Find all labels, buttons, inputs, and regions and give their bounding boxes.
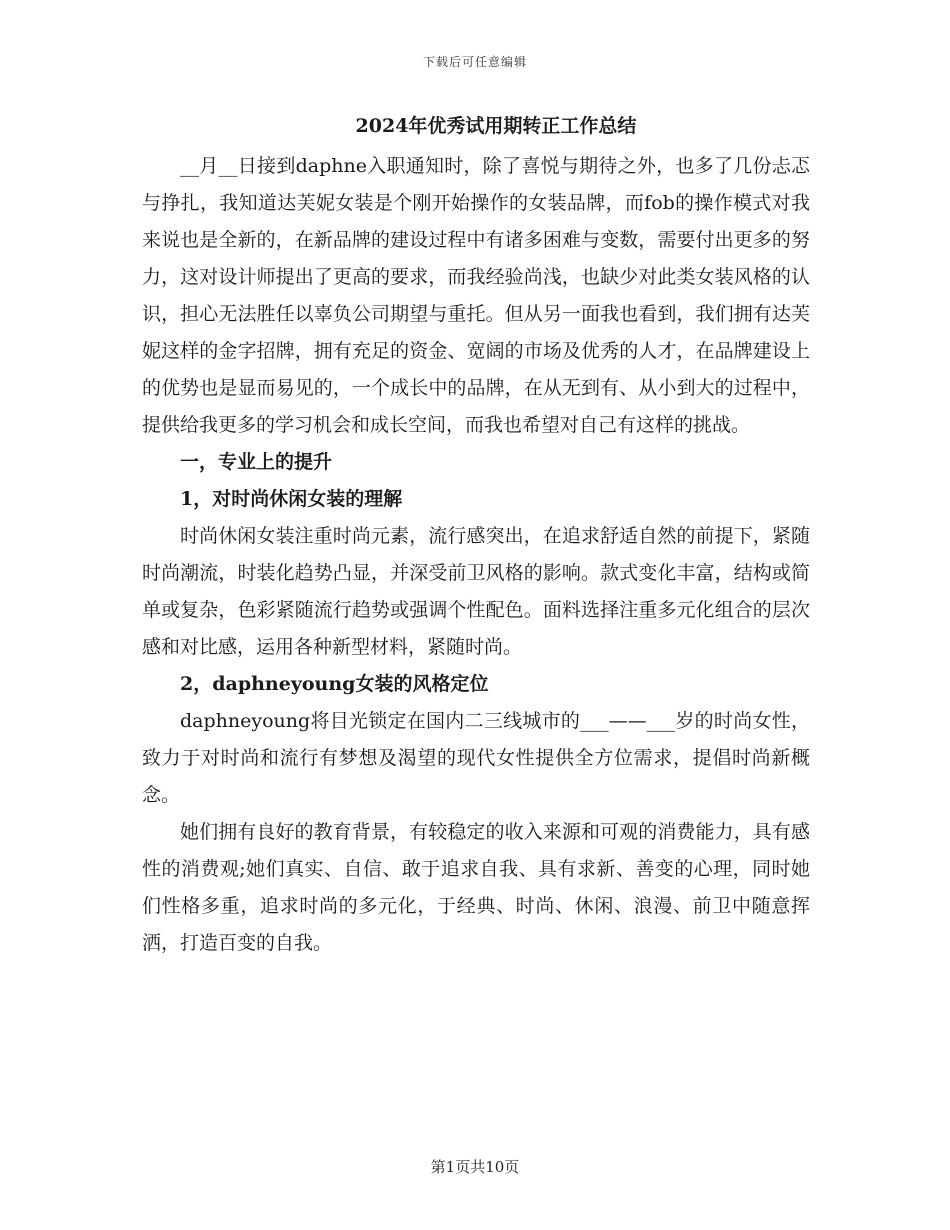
intro-paragraph: __月__日接到daphne入职通知时，除了喜悦与期待之外，也多了几份忐忑与挣扎，我知道达芙妮女装是个刚开始操作的女装品牌，而fob的操作模式对我来说也是全新的，在新品牌的建设过程中有诸多困难与变数，需要付出更多的努力，这对设计师提出了更高的要求，而我经验尚浅，也缺少对此类女装风格的认识，担心无法胜任以辜负公司期望与重托。但从另一面我也看到，我们拥有达芙妮这样的金字招牌，拥有充足的资金、宽阔的市场及优秀的人才，在品牌建设上的优势也是显而易见的，一个成长中的品牌，在从无到有、从小到大的过程中，提供给我更多的学习机会和成长空间，而我也希望对自己有这样的挑战。 (142, 155, 810, 436)
target-customer-paragraph: daphneyoung将目光锁定在国内二三线城市的___——___岁的时尚女性，致力于对时尚和流行有梦想及渴望的现代女性提供全方位需求，提倡时尚新概念。 (142, 710, 810, 806)
document-title: 2024年优秀试用期转正工作总结 (355, 115, 637, 137)
subsection-heading-style-positioning: 2，daphneyoung女装的风格定位 (180, 673, 489, 695)
page-header-note: 下载后可任意编辑 (422, 55, 527, 69)
section-heading-professional-improvement: 一，专业上的提升 (180, 451, 333, 473)
document-body (142, 112, 810, 962)
page-number-footer: 第1页共10页 (430, 1158, 520, 1176)
casual-fashion-paragraph: 时尚休闲女装注重时尚元素，流行感突出，在追求舒适自然的前提下，紧随时尚潮流，时装化趋势凸显，并深受前卫风格的影响。款式变化丰富，结构或简单或复杂，色彩紧随流行趋势或强调个性配色。面料选择注重多元化组合的层次感和对比感，运用各种新型材料，紧随时尚。 (142, 525, 810, 658)
subsection-heading-casual-fashion: 1，对时尚休闲女装的理解 (180, 488, 403, 510)
customer-profile-paragraph: 她们拥有良好的教育背景，有较稳定的收入来源和可观的消费能力，具有感性的消费观;她们真实、自信、敢于追求自我、具有求新、善变的心理，同时她们性格多重，追求时尚的多元化，于经典、时尚、休闲、浪漫、前卫中随意挥洒，打造百变的自我。 (142, 821, 810, 954)
